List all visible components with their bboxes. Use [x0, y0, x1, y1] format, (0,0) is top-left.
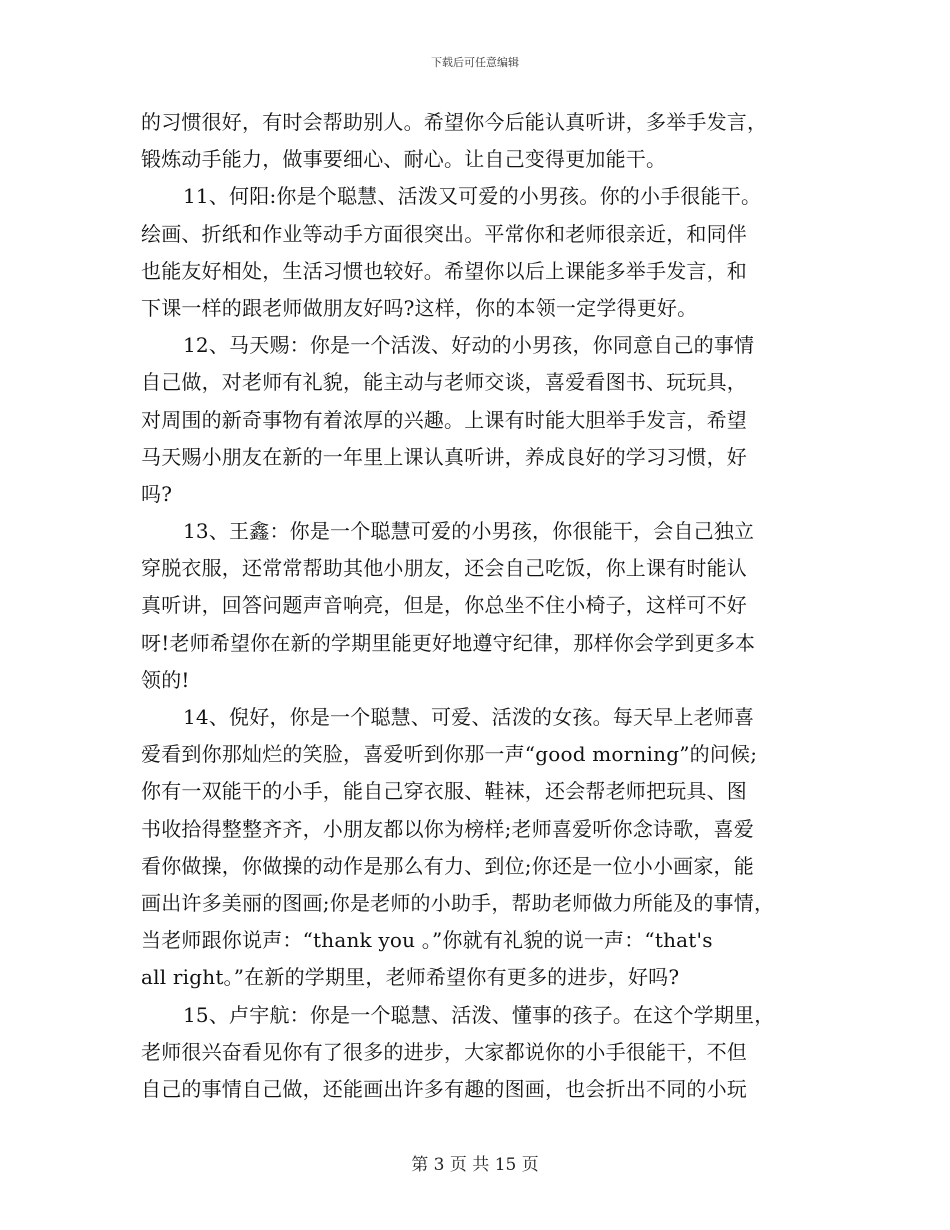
text-line: 真听讲，回答问题声音响亮，但是，你总坐不住小椅子，这样可不好 [141, 593, 747, 618]
text-line: 书收拾得整整齐齐，小朋友都以你为榜样;老师喜爱听你念诗歌，喜爱 [141, 816, 754, 841]
text-line: 也能友好相处，生活习惯也较好。希望你以后上课能多举手发言，和 [141, 258, 747, 283]
text-line: 13、王鑫：你是一个聪慧可爱的小男孩，你很能干，会自己独立 [183, 519, 755, 544]
text-line: 对周围的新奇事物有着浓厚的兴趣。上课有时能大胆举手发言，希望 [141, 407, 747, 432]
text-line: 吗? [141, 481, 173, 506]
text-line: 绘画、折纸和作业等动手方面很突出。平常你和老师很亲近，和同伴 [141, 221, 747, 246]
text-line: 15、卢宇航：你是一个聪慧、活泼、懂事的孩子。在这个学期里， [183, 1002, 775, 1027]
text-line: 下课一样的跟老师做朋友好吗?这样，你的本领一定学得更好。 [141, 295, 698, 320]
text-line: 爱看到你那灿烂的笑脸，喜爱听到你那一声“good morning”的问候; [141, 742, 758, 767]
text-line: 当老师跟你说声：“thank you 。”你就有礼貌的说一声：“that's [141, 928, 713, 953]
text-line: 的习惯很好，有时会帮助别人。希望你今后能认真听讲，多举手发言， [141, 110, 768, 134]
document-body [141, 104, 821, 1108]
text-line: 11、何阳:你是个聪慧、活泼又可爱的小男孩。你的小手很能干。 [183, 184, 762, 209]
page-footer: 第 3 页 共 15 页 [411, 1155, 539, 1175]
text-line: 马天赐小朋友在新的一年里上课认真听讲，养成良好的学习习惯，好 [141, 444, 747, 469]
text-line: 12、马天赐：你是一个活泼、好动的小男孩，你同意自己的事情 [183, 333, 755, 358]
text-line: 看你做操，你做操的动作是那么有力、到位;你还是一位小小画家，能 [141, 853, 754, 878]
text-line: 画出许多美丽的图画;你是老师的小助手，帮助老师做力所能及的事情， [141, 890, 775, 915]
text-line: 自己的事情自己做，还能画出许多有趣的图画，也会折出不同的小玩 [141, 1076, 747, 1101]
text-line: 穿脱衣服，还常常帮助其他小朋友，还会自己吃饭，你上课有时能认 [141, 556, 747, 581]
text-line: 老师很兴奋看见你有了很多的进步，大家都说你的小手很能干，不但 [141, 1039, 747, 1064]
text-line: 领的! [141, 667, 190, 692]
text-line: 锻炼动手能力，做事要细心、耐心。让自己变得更加能干。 [141, 147, 667, 172]
text-line: 14、倪好，你是一个聪慧、可爱、活泼的女孩。每天早上老师喜 [183, 705, 755, 729]
text-line: 你有一双能干的小手，能自己穿衣服、鞋袜，还会帮老师把玩具、图 [141, 779, 747, 804]
text-line: 自己做，对老师有礼貌，能主动与老师交谈，喜爱看图书、玩玩具， [141, 370, 747, 395]
text-line: 呀!老师希望你在新的学期里能更好地遵守纪律，那样你会学到更多本 [141, 630, 756, 655]
text-line: all right。”在新的学期里，老师希望你有更多的进步，好吗? [141, 965, 680, 990]
page-header: 下载后可任意编辑 [431, 56, 519, 69]
